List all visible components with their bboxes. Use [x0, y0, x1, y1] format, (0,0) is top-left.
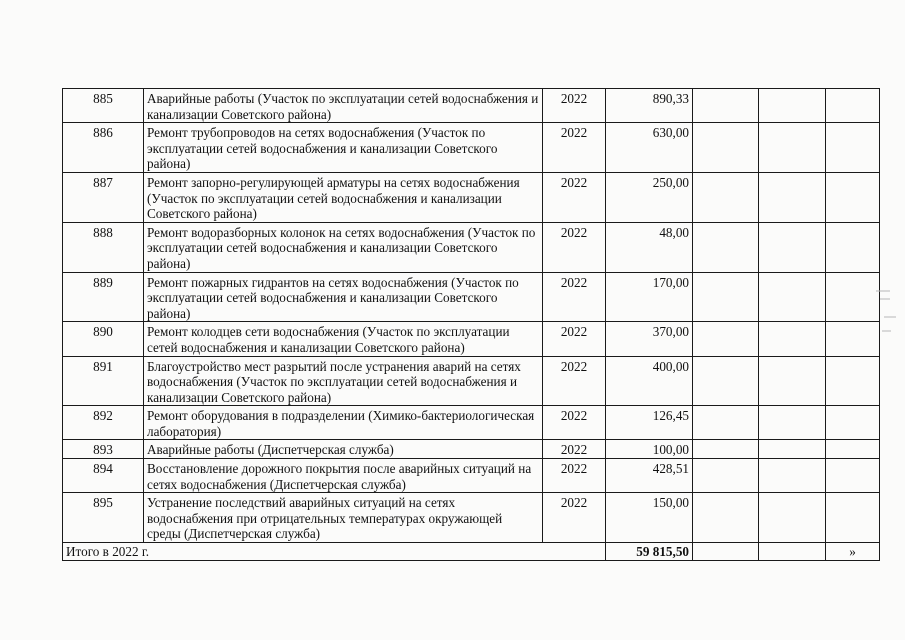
amount-cell: 630,00 [606, 123, 693, 173]
table-row [63, 89, 880, 123]
total-row [63, 543, 880, 561]
year-cell: 2022 [543, 406, 606, 440]
row-number: 888 [63, 222, 144, 272]
empty-cell [826, 322, 880, 356]
work-description: Ремонт колодцев сети водоснабжения (Участок по эксплуатации сетей водоснабжения и канализации Советского района) [144, 322, 543, 356]
total-label: Итого в 2022 г. [63, 543, 606, 561]
amount-cell: 890,33 [606, 89, 693, 123]
empty-cell [693, 222, 759, 272]
empty-cell [826, 493, 880, 543]
amount-cell: 250,00 [606, 172, 693, 222]
row-number: 892 [63, 406, 144, 440]
empty-cell [826, 356, 880, 406]
empty-cell [693, 322, 759, 356]
year-cell: 2022 [543, 440, 606, 459]
works-table [62, 88, 880, 561]
empty-cell [759, 543, 826, 561]
work-description: Аварийные работы (Диспетчерская служба) [144, 440, 543, 459]
row-number: 894 [63, 459, 144, 493]
empty-cell [759, 322, 826, 356]
amount-cell: 100,00 [606, 440, 693, 459]
empty-cell [826, 222, 880, 272]
table-row [63, 459, 880, 493]
year-cell: 2022 [543, 493, 606, 543]
year-cell: 2022 [543, 89, 606, 123]
scan-artifact [876, 290, 890, 292]
year-cell: 2022 [543, 459, 606, 493]
scan-artifact [882, 330, 891, 332]
empty-cell [693, 459, 759, 493]
work-description: Восстановление дорожного покрытия после аварийных ситуаций на сетях водоснабжения (Диспетчерская служба) [144, 459, 543, 493]
amount-cell: 400,00 [606, 356, 693, 406]
amount-cell: 48,00 [606, 222, 693, 272]
empty-cell [759, 172, 826, 222]
empty-cell [693, 272, 759, 322]
row-number: 885 [63, 89, 144, 123]
empty-cell [693, 356, 759, 406]
work-description: Аварийные работы (Участок по эксплуатации сетей водоснабжения и канализации Советского района) [144, 89, 543, 123]
empty-cell [693, 493, 759, 543]
table-row [63, 272, 880, 322]
amount-cell: 150,00 [606, 493, 693, 543]
amount-cell: 428,51 [606, 459, 693, 493]
row-number: 887 [63, 172, 144, 222]
table-row [63, 172, 880, 222]
amount-cell: 126,45 [606, 406, 693, 440]
work-description: Ремонт водоразборных колонок на сетях водоснабжения (Участок по эксплуатации сетей водоснабжения и канализации Советского района) [144, 222, 543, 272]
row-number: 890 [63, 322, 144, 356]
work-description: Ремонт трубопроводов на сетях водоснабжения (Участок по эксплуатации сетей водоснабжения и канализации Советского района) [144, 123, 543, 173]
total-amount: 59 815,50 [606, 543, 693, 561]
table-row [63, 123, 880, 173]
work-description: Ремонт запорно-регулирующей арматуры на сетях водоснабжения (Участок по эксплуатации сетей водоснабжения и канализации Советского района) [144, 172, 543, 222]
table-row [63, 322, 880, 356]
empty-cell [693, 89, 759, 123]
work-description: Ремонт оборудования в подразделении (Химико-бактериологическая лаборатория) [144, 406, 543, 440]
row-number: 889 [63, 272, 144, 322]
empty-cell [759, 440, 826, 459]
year-cell: 2022 [543, 272, 606, 322]
empty-cell [826, 440, 880, 459]
table-row [63, 222, 880, 272]
empty-cell [759, 272, 826, 322]
empty-cell [759, 459, 826, 493]
table-row [63, 440, 880, 459]
row-number: 893 [63, 440, 144, 459]
empty-cell [826, 123, 880, 173]
empty-cell [759, 493, 826, 543]
scan-artifact [880, 298, 890, 300]
empty-cell [826, 459, 880, 493]
ditto-mark: » [826, 543, 880, 561]
empty-cell [693, 440, 759, 459]
table-row [63, 356, 880, 406]
year-cell: 2022 [543, 222, 606, 272]
scan-artifact [884, 316, 896, 318]
empty-cell [693, 123, 759, 173]
empty-cell [759, 123, 826, 173]
year-cell: 2022 [543, 172, 606, 222]
amount-cell: 170,00 [606, 272, 693, 322]
work-description: Благоустройство мест разрытий после устранения аварий на сетях водоснабжения (Участок по эксплуатации сетей водоснабжения и канализации Советского района) [144, 356, 543, 406]
work-description: Ремонт пожарных гидрантов на сетях водоснабжения (Участок по эксплуатации сетей водоснабжения и канализации Советского района) [144, 272, 543, 322]
empty-cell [693, 406, 759, 440]
empty-cell [693, 543, 759, 561]
row-number: 891 [63, 356, 144, 406]
empty-cell [826, 406, 880, 440]
row-number: 886 [63, 123, 144, 173]
empty-cell [826, 89, 880, 123]
year-cell: 2022 [543, 356, 606, 406]
amount-cell: 370,00 [606, 322, 693, 356]
empty-cell [826, 272, 880, 322]
empty-cell [693, 172, 759, 222]
year-cell: 2022 [543, 123, 606, 173]
empty-cell [759, 356, 826, 406]
row-number: 895 [63, 493, 144, 543]
empty-cell [759, 89, 826, 123]
year-cell: 2022 [543, 322, 606, 356]
table-row [63, 406, 880, 440]
work-description: Устранение последствий аварийных ситуаций на сетях водоснабжения при отрицательных температурах окружающей среды (Диспетчерская служба) [144, 493, 543, 543]
empty-cell [826, 172, 880, 222]
table-row [63, 493, 880, 543]
empty-cell [759, 222, 826, 272]
empty-cell [759, 406, 826, 440]
